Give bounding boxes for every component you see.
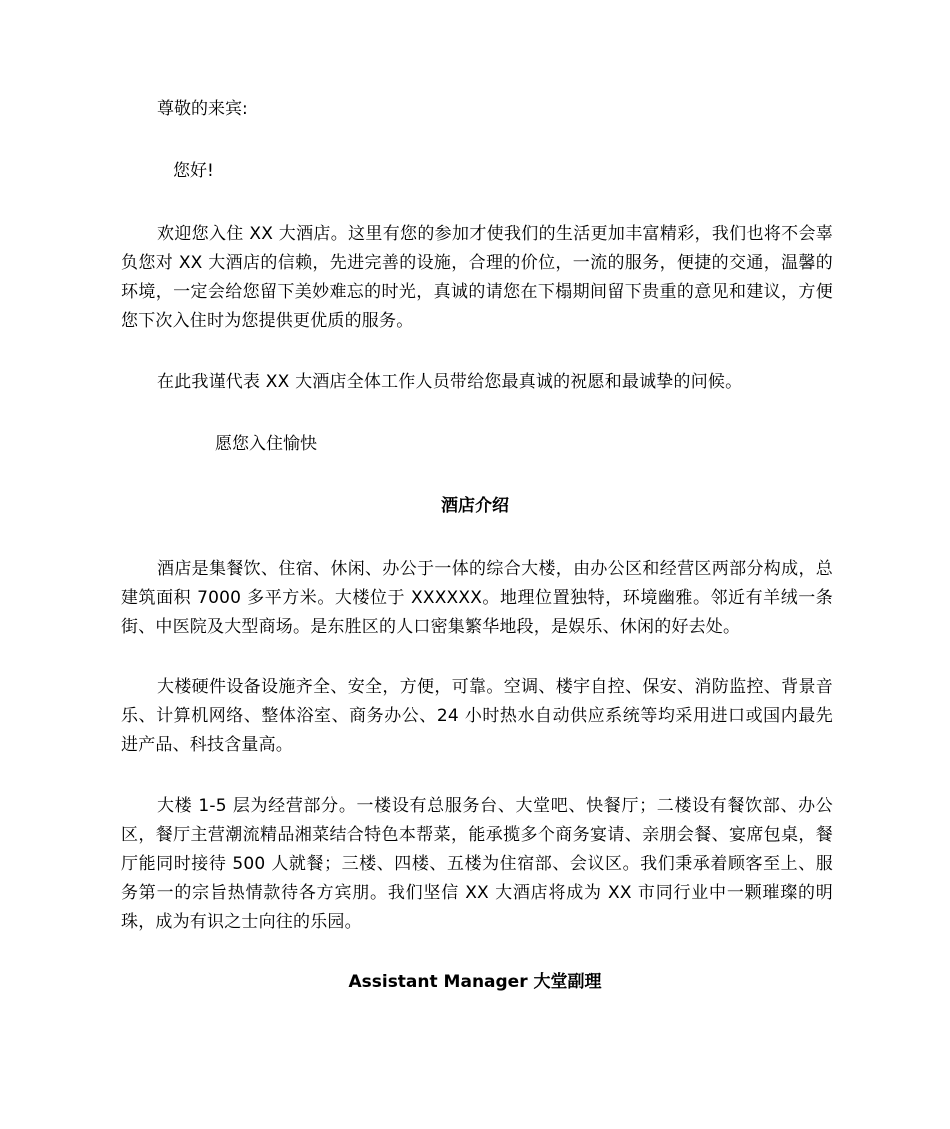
closing-wish: 愿您入住愉快	[215, 434, 317, 454]
salutation: 尊敬的来宾:	[157, 99, 248, 119]
greeting: 您好!	[173, 161, 214, 181]
regards-paragraph: 在此我谨代表 XX 大酒店全体工作人员带给您最真诚的祝愿和最诚挚的问候。	[157, 372, 743, 392]
intro-paragraph-facilities: 大楼硬件设备设施齐全、安全，方便，可靠。空调、楼宇自控、保安、消防监控、背景音乐、计算机网络、整体浴室、商务办公、24 小时热水自动供应系统等均采用进口或国内最先进产品、科技含量高。	[121, 677, 833, 755]
welcome-paragraph: 欢迎您入住 XX 大酒店。这里有您的参加才使我们的生活更加丰富精彩，我们也将不会辜负您对 XX 大酒店的信赖，先进完善的设施，合理的价位，一流的服务，便捷的交通，温馨的环境，一定会给您留下美妙难忘的时光，真诚的请您在下榻期间留下贵重的意见和建议，方便您下次入住时为您提供更优质的服务。	[121, 224, 833, 331]
intro-paragraph-floors: 大楼 1-5 层为经营部分。一楼设有总服务台、大堂吧、快餐厅；二楼设有餐饮部、办公区，餐厅主营潮流精品湘菜结合特色本帮菜，能承揽多个商务宴请、亲朋会餐、宴席包桌，餐厅能同时接待 500 人就餐；三楼、四楼、五楼为住宿部、会议区。我们秉承着顾客至上、服务第一的宗旨热情款待各方宾朋。我们坚信 XX 大酒店将成为 XX 市同行业中一颗璀璨的明珠，成为有识之士向往的乐园。	[121, 796, 833, 932]
section-title-hotel-intro: 酒店介绍	[441, 496, 509, 516]
section-title-assistant-manager: Assistant Manager 大堂副理	[348, 972, 602, 992]
intro-paragraph-overview: 酒店是集餐饮、住宿、休闲、办公于一体的综合大楼，由办公区和经营区两部分构成，总建筑面积 7000 多平方米。大楼位于 XXXXXX。地理位置独特，环境幽雅。邻近有羊绒一条街、中医院及大型商场。是东胜区的人口密集繁华地段，是娱乐、休闲的好去处。	[121, 559, 833, 637]
